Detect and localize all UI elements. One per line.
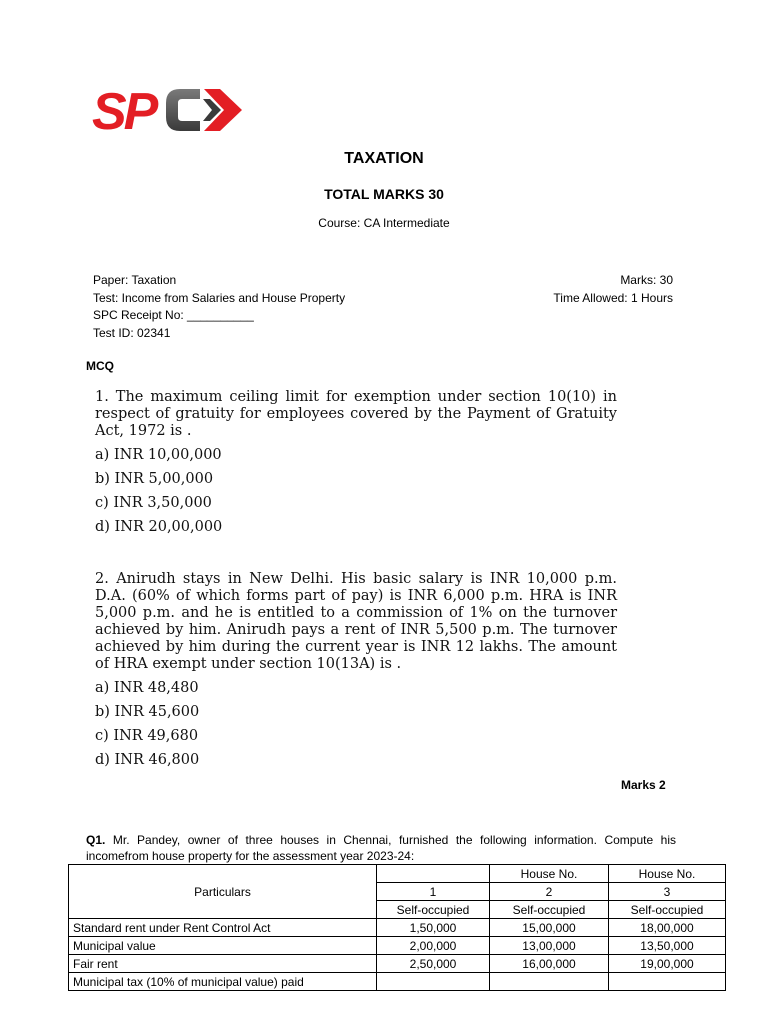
- option-d: d) INR 46,800: [95, 752, 200, 768]
- total-marks: TOTAL MARKS 30: [324, 186, 444, 202]
- cell-value: [377, 973, 490, 991]
- marks-label: Marks: 30: [620, 273, 673, 287]
- cell-value: 18,00,000: [609, 919, 726, 937]
- cell-value: 13,50,000: [609, 937, 726, 955]
- q1-text: Mr. Pandey, owner of three houses in Chennai, furnished the following information. Compute his incomefrom house property for the assessment year 2023-24:: [86, 833, 676, 863]
- house-header: House No.: [490, 865, 609, 883]
- row-label: Standard rent under Rent Control Act: [69, 919, 377, 937]
- cell-value: [609, 973, 726, 991]
- q1-number: Q1.: [86, 833, 106, 847]
- cell-value: 2,50,000: [377, 955, 490, 973]
- row-label: Fair rent: [69, 955, 377, 973]
- cell-value: 19,00,000: [609, 955, 726, 973]
- cell-value: 15,00,000: [490, 919, 609, 937]
- house-header: [377, 865, 490, 883]
- question-marks: Marks 2: [621, 778, 666, 792]
- svg-text:SP: SP: [92, 83, 156, 139]
- receipt-label: SPC Receipt No: __________: [93, 308, 254, 322]
- occupancy: Self-occupied: [377, 901, 490, 919]
- option-a: a) INR 10,00,000: [95, 447, 222, 463]
- test-id-label: Test ID: 02341: [93, 325, 171, 340]
- option-c: c) INR 49,680: [95, 728, 199, 744]
- table-header-row: [69, 865, 726, 883]
- cell-value: 2,00,000: [377, 937, 490, 955]
- cell-value: 13,00,000: [490, 937, 609, 955]
- course-label: Course: CA Intermediate: [318, 216, 450, 230]
- cell-value: 16,00,000: [490, 955, 609, 973]
- house-header: House No.: [609, 865, 726, 883]
- option-b: b) INR 5,00,000: [95, 471, 214, 487]
- particulars-header: Particulars: [69, 865, 377, 919]
- option-c: c) INR 3,50,000: [95, 495, 212, 511]
- house-property-table: [68, 864, 726, 991]
- occupancy: Self-occupied: [609, 901, 726, 919]
- house-number: 3: [609, 883, 726, 901]
- table-row: [69, 973, 726, 991]
- option-d: d) INR 20,00,000: [95, 519, 223, 535]
- question-text: 2. Anirudh stays in New Delhi. His basic salary is INR 10,000 p.m. D.A. (60% of which forms part of pay) is INR 6,000 p.m. HRA is INR 5,000 p.m. and he is entitled to a commission of 1% on the turnover achieved by him. Anirudh pays a rent of INR 5,500 p.m. The turnover achieved by him during the current year is INR 12 lakhs. The amount of HRA exempt under section 10(13A) is .: [95, 571, 617, 672]
- mcq-question-2: [95, 571, 617, 769]
- test-label: Test: Income from Salaries and House Property: [93, 290, 346, 305]
- row-label: Municipal tax (10% of municipal value) paid: [69, 973, 377, 991]
- option-a: a) INR 48,480: [95, 680, 199, 696]
- section-label-mcq: MCQ: [86, 359, 114, 373]
- house-number: 1: [377, 883, 490, 901]
- mcq-question-1: [95, 389, 617, 536]
- q1-prompt: [86, 832, 676, 864]
- cell-value: [490, 973, 609, 991]
- spc-logo: [92, 83, 244, 139]
- table-row: [69, 919, 726, 937]
- table-row: [69, 937, 726, 955]
- time-allowed-label: Time Allowed: 1 Hours: [553, 290, 673, 305]
- cell-value: 1,50,000: [377, 919, 490, 937]
- house-number: 2: [490, 883, 609, 901]
- table-row: [69, 955, 726, 973]
- test-info-right: [553, 272, 673, 307]
- test-info-left: [93, 272, 345, 342]
- row-label: Municipal value: [69, 937, 377, 955]
- document-title: TAXATION: [344, 150, 424, 167]
- occupancy: Self-occupied: [490, 901, 609, 919]
- option-b: b) INR 45,600: [95, 704, 200, 720]
- paper-label: Paper: Taxation: [93, 273, 177, 287]
- question-text: 1. The maximum ceiling limit for exemption under section 10(10) in respect of gratuity for employees covered by the Payment of Gratuity Act, 1972 is .: [95, 389, 617, 439]
